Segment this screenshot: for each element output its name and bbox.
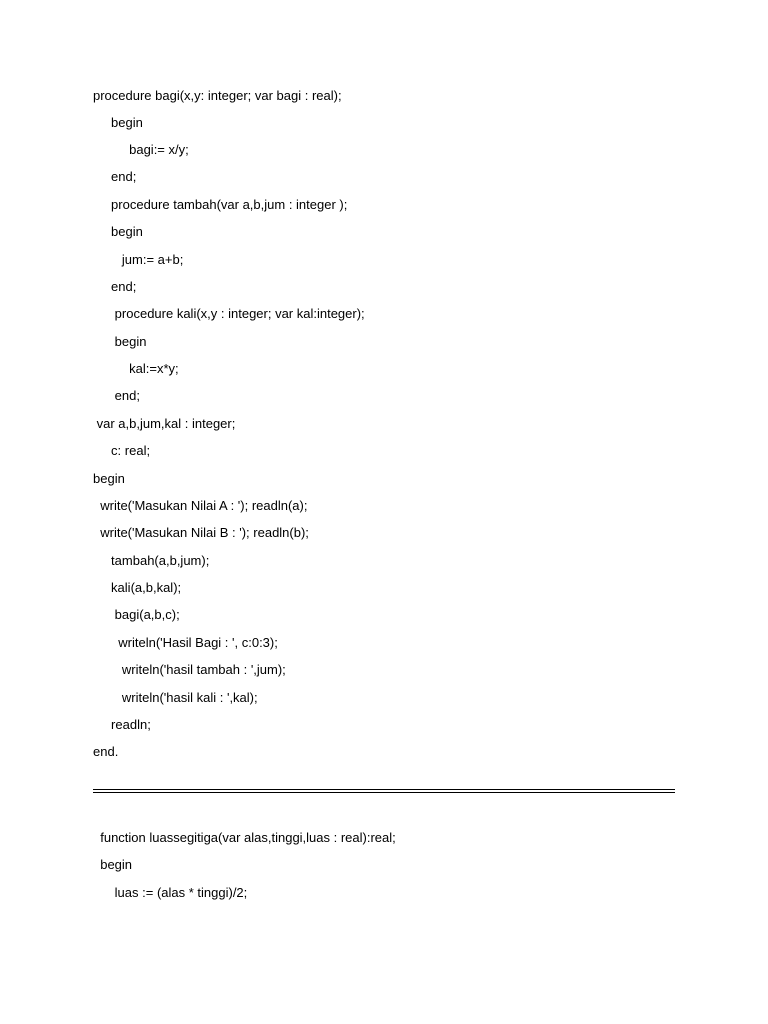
code-line: begin: [93, 334, 147, 349]
code-line: writeln('hasil tambah : ',jum);: [93, 662, 286, 677]
code-line: procedure tambah(var a,b,jum : integer );: [93, 197, 348, 212]
code-line: kali(a,b,kal);: [93, 580, 182, 595]
code-line: end;: [93, 169, 137, 184]
code-line: function luassegitiga(var alas,tinggi,luas : real):real;: [93, 830, 396, 845]
code-line: writeln('Hasil Bagi : ', c:0:3);: [93, 635, 278, 650]
code-line: bagi:= x/y;: [93, 142, 189, 157]
code-line: end;: [93, 388, 140, 403]
code-line: tambah(a,b,jum);: [93, 553, 210, 568]
code-line: write('Masukan Nilai A : '); readln(a);: [93, 498, 308, 513]
code-line: var a,b,jum,kal : integer;: [93, 416, 236, 431]
code-line: writeln('hasil kali : ',kal);: [93, 690, 258, 705]
code-line: begin: [93, 857, 133, 872]
code-line: jum:= a+b;: [93, 252, 184, 267]
double-rule-divider: [93, 789, 675, 793]
code-line: end.: [93, 744, 119, 759]
code-line: procedure kali(x,y : integer; var kal:integer);: [93, 306, 365, 321]
code-line: begin: [93, 224, 143, 239]
code-line: kal:=x*y;: [93, 361, 179, 376]
code-line: procedure bagi(x,y: integer; var bagi : real);: [93, 88, 342, 103]
code-line: c: real;: [93, 443, 151, 458]
code-line: luas := (alas * tinggi)/2;: [93, 885, 248, 900]
code-line: begin: [93, 115, 143, 130]
code-line: end;: [93, 279, 137, 294]
code-line: begin: [93, 471, 125, 486]
code-line: bagi(a,b,c);: [93, 607, 180, 622]
code-line: readln;: [93, 717, 151, 732]
code-line: write('Masukan Nilai B : '); readln(b);: [93, 525, 309, 540]
